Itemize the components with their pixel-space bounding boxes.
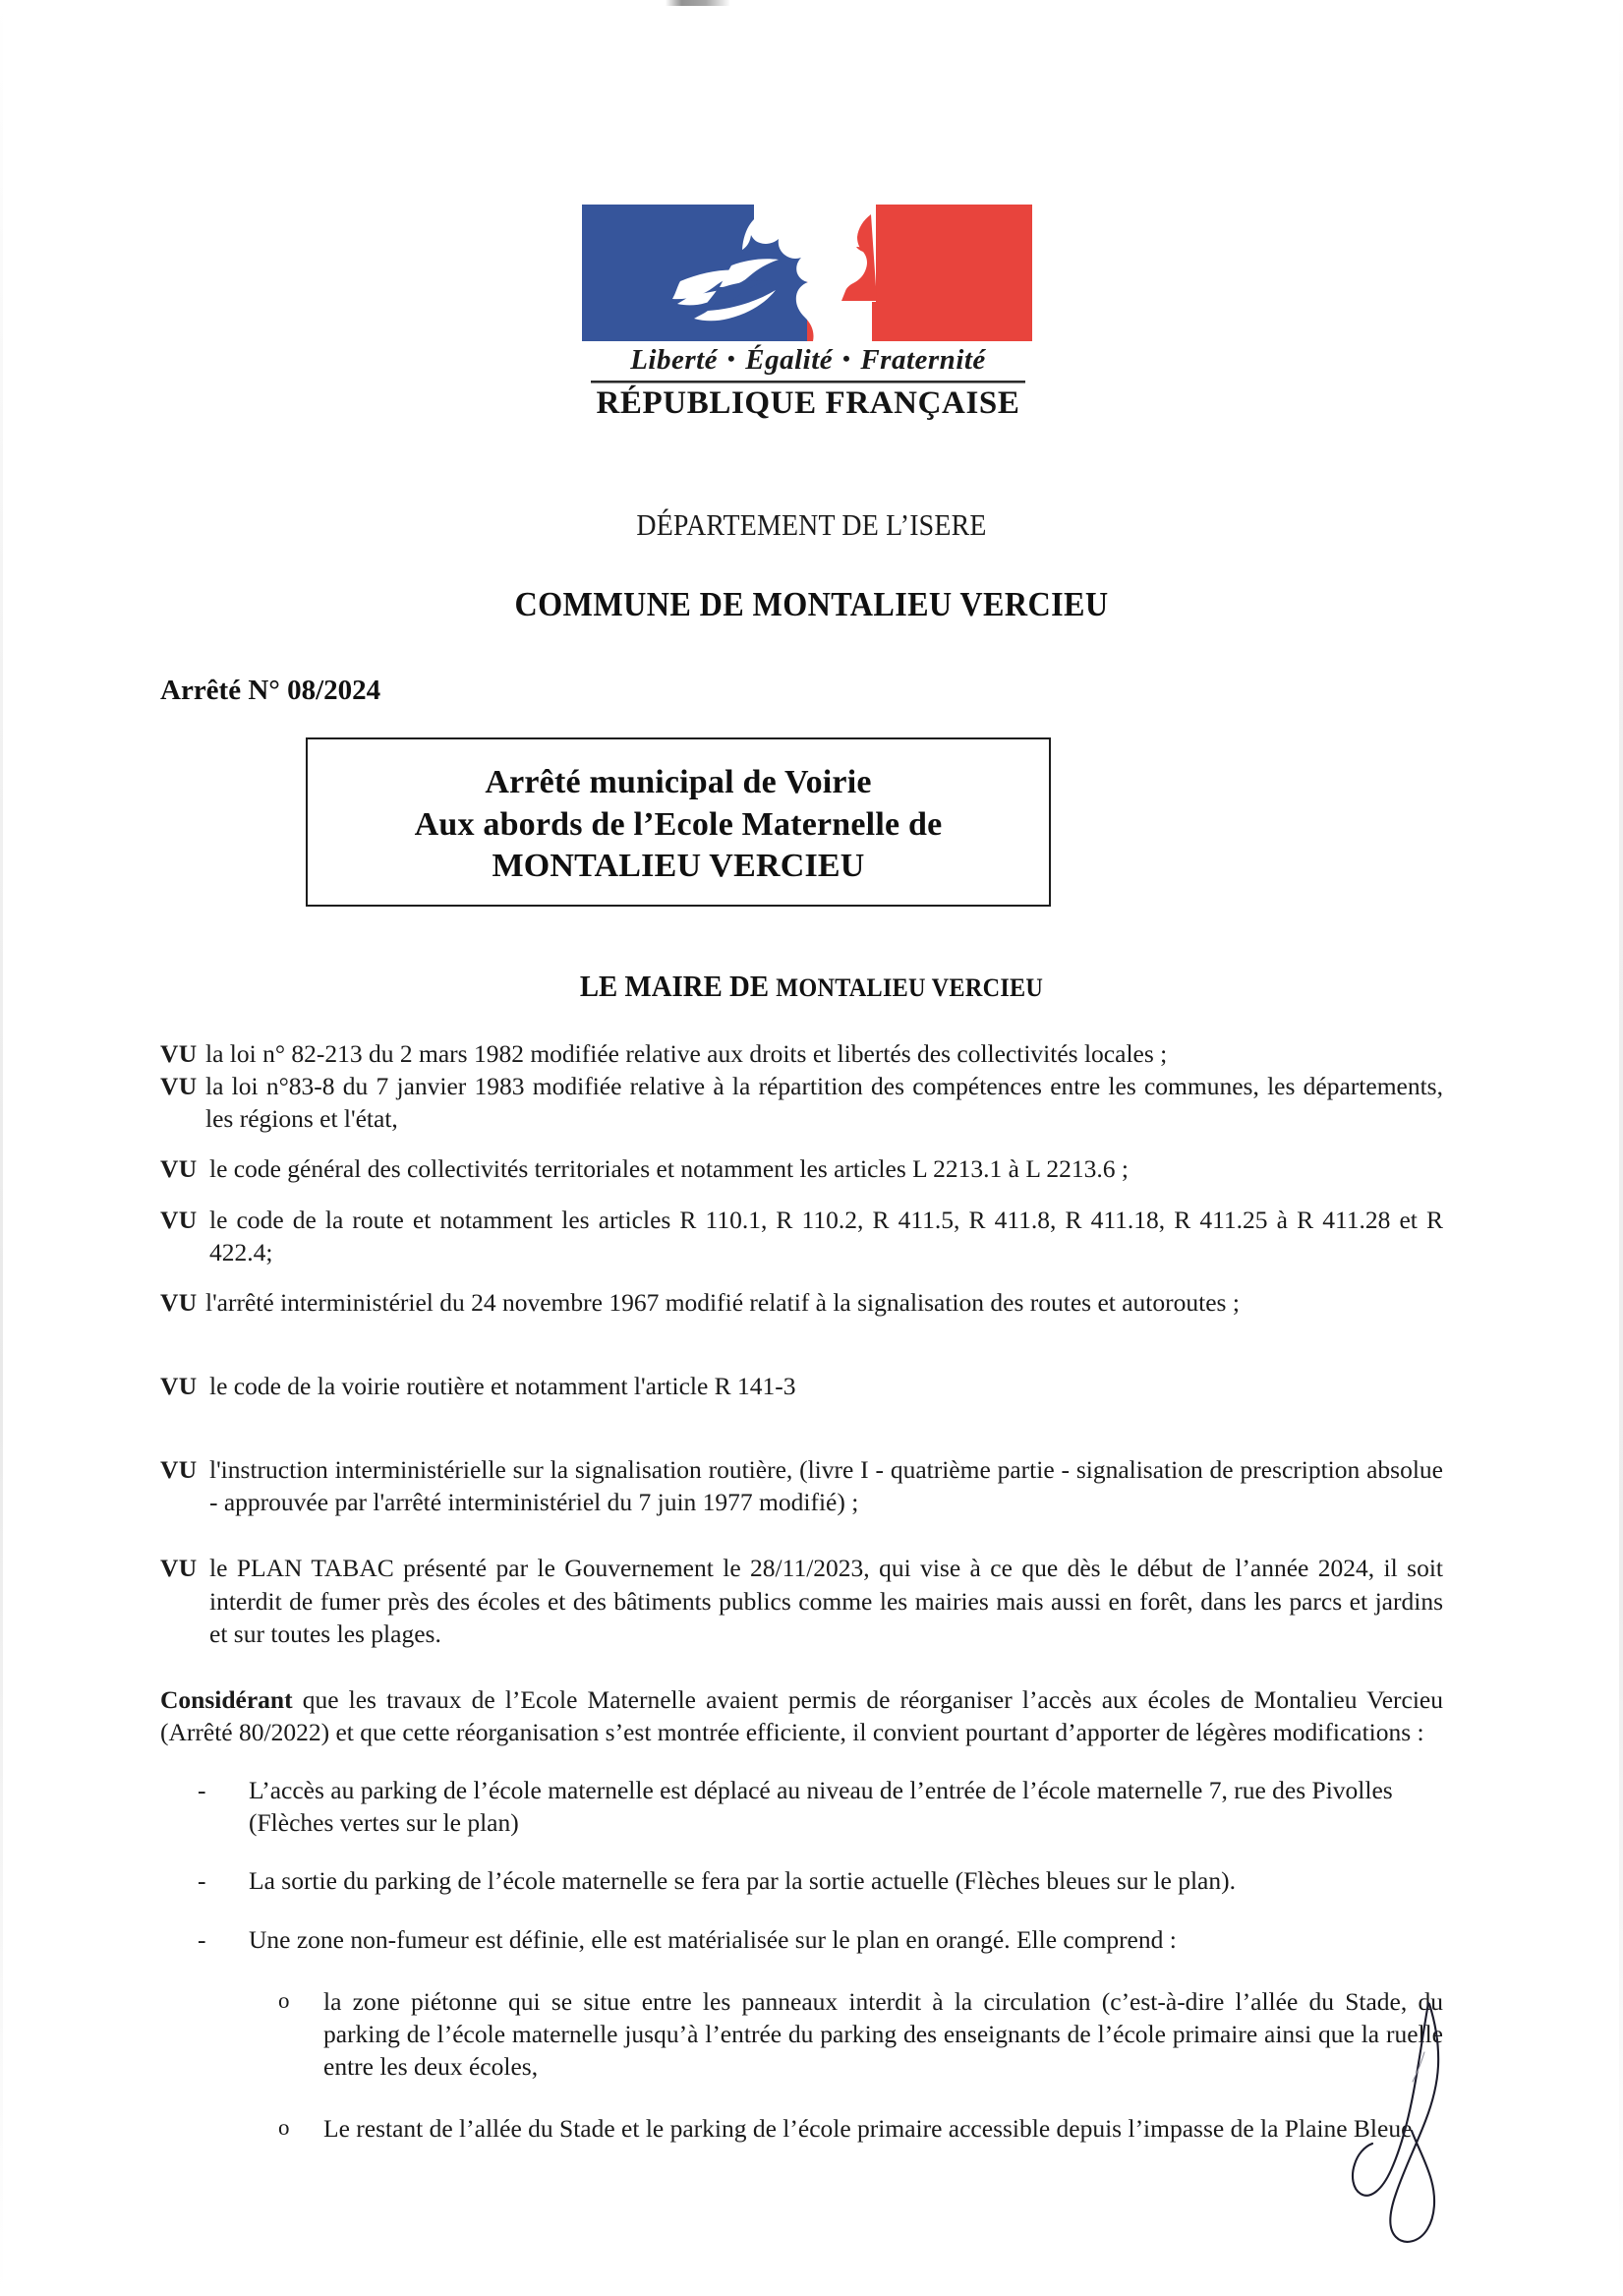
modification-item: [160, 1774, 1443, 1839]
vu-label: VU: [160, 1205, 198, 1234]
zone-item-text: Le restant de l’allée du Stade et le parking de l’école primaire accessible depuis l’impasse de la Plaine Bleue: [323, 2114, 1413, 2144]
mayor-heading-prefix: LE MAIRE DE: [579, 969, 777, 1003]
vu-clause-text: l'arrêté interministériel du 24 novembre 1967 modifié relatif à la signalisation des routes et autoroutes ;: [205, 1287, 1240, 1317]
clause-spacer: [160, 1186, 1443, 1204]
vu-clause-text: la loi n° 82-213 du 2 mars 1982 modifiée relative aux droits et libertés des collectivités locales ;: [205, 1039, 1168, 1068]
mayor-heading: [57, 969, 1566, 1004]
emblem-divider-rule: [591, 381, 1025, 383]
vu-clause-text: le PLAN TABAC présenté par le Gouvernement le 28/11/2023, qui vise à ce que dès le début de l’année 2024, il soit interdit de fumer près des écoles et des bâtiments publics comme les mairies mais aussi en forêt, dans les parcs et jardins et sur toutes les plages.: [209, 1554, 1443, 1648]
modification-item: [160, 1923, 1443, 1956]
vu-label: VU: [160, 1154, 198, 1184]
commune-heading: COMMUNE DE MONTALIEU VERCIEU: [514, 585, 1109, 623]
dash-bullet-icon: -: [198, 1866, 206, 1896]
vu-label: VU: [160, 1371, 198, 1400]
zone-item: [160, 1985, 1443, 2083]
modification-item: [160, 1864, 1443, 1897]
motto-separator-dot-1: •: [727, 346, 736, 371]
vu-clause: [160, 1204, 1443, 1268]
considerant-paragraph: [160, 1683, 1443, 1748]
vu-clause-text: l'instruction interministérielle sur la signalisation routière, (livre I - quatrième partie - signalisation de prescription absolue - approuvée par l'arrêté interministériel du 7 juin 1977 modifié) ;: [209, 1455, 1443, 1517]
vu-clause: [160, 1552, 1443, 1649]
zone-item-text: la zone piétonne qui se situe entre les panneaux interdit à la circulation (c’est-à-dire l’allée du Stade, du parking de l’école maternelle jusqu’à l’entrée du parking des enseignants de l’école primaire ainsi que la ruelle entre les deux écoles,: [323, 1986, 1443, 2081]
decree-body: [160, 1037, 1443, 2145]
motto-word-liberte: Liberté: [630, 344, 719, 376]
scan-edge-artifact-left: [0, 0, 3, 2296]
considerant-text: que les travaux de l’Ecole Maternelle avaient permis de réorganiser l’accès aux écoles de Montalieu Vercieu (Arrêté 80/2022) et que cette réorganisation s’est montrée efficiente, il convient pourtant d’apporter de légères modifications :: [160, 1684, 1443, 1746]
decree-number: Arrêté N° 08/2024: [160, 675, 381, 706]
scan-edge-artifact-top: [0, 0, 1623, 6]
motto-word-egalite: Égalité: [745, 344, 834, 376]
vu-clause: [160, 1370, 1443, 1402]
considerant-lead: Considérant: [160, 1684, 293, 1714]
republic-emblem: [582, 205, 1034, 422]
clause-spacer: [160, 1319, 1443, 1370]
considerant-spacer: [160, 1650, 1443, 1683]
vu-clause-text: le code de la voirie routière et notamment l'article R 141-3: [209, 1371, 796, 1400]
vu-label: VU: [160, 1455, 198, 1485]
decree-title-box: [306, 737, 1051, 907]
vu-clause-text: le code de la route et notamment les articles R 110.1, R 110.2, R 411.5, R 411.8, R 411.18, R 411.25 à R 411.28 et R 422.4;: [209, 1205, 1443, 1266]
clause-spacer: [160, 1268, 1443, 1286]
modification-text: L’accès au parking de l’école maternelle est déplacé au niveau de l’entrée de l’école maternelle 7, rue des Pivolles (Flèches vertes sur le plan): [249, 1776, 1393, 1838]
vu-label: VU: [160, 1554, 198, 1583]
zone-item: [160, 2112, 1443, 2145]
motto-word-fraternite: Fraternité: [860, 344, 986, 376]
dash-bullet-icon: -: [198, 1924, 206, 1954]
clause-spacer: [160, 1518, 1443, 1552]
vu-clause-text: la loi n°83-8 du 7 janvier 1983 modifiée relative à la répartition des compétences entre les communes, les départements, les régions et l'état,: [205, 1072, 1443, 1134]
republic-name: RÉPUBLIQUE FRANÇAISE: [596, 385, 1020, 421]
dash-bullet-icon: -: [198, 1776, 206, 1805]
department-heading: DÉPARTEMENT DE L’ISERE: [636, 507, 987, 542]
modification-text: Une zone non-fumeur est définie, elle est matérialisée sur le plan en orangé. Elle comprend :: [249, 1924, 1177, 1954]
vu-clause: [160, 1152, 1443, 1185]
mayor-heading-commune: MONTALIEU VERCIEU: [776, 973, 1044, 1002]
vu-clause: [160, 1070, 1443, 1135]
vu-clause-text: le code général des collectivités territoriales et notamment les articles L 2213.1 à L 2213.6 ;: [209, 1154, 1129, 1184]
circle-bullet-icon: o: [278, 2115, 290, 2141]
scan-edge-artifact-right: [1619, 0, 1623, 2296]
clause-spacer: [160, 1402, 1443, 1453]
decree-title-line-3: MONTALIEU VERCIEU: [492, 848, 865, 885]
motto-separator-dot-2: •: [842, 346, 851, 371]
clause-spacer: [160, 1135, 1443, 1152]
decree-title-line-1: Arrêté municipal de Voirie: [485, 763, 872, 800]
circle-bullet-icon: o: [278, 1987, 290, 2013]
decree-title-line-2: Aux abords de l’Ecole Maternelle de: [414, 805, 943, 843]
french-flag-marianne-icon: [582, 205, 1032, 341]
vu-label: VU: [160, 1039, 198, 1068]
vu-label: VU: [160, 1287, 198, 1317]
vu-clause: [160, 1453, 1443, 1518]
modification-text: La sortie du parking de l’école maternelle se fera par la sortie actuelle (Flèches bleues sur le plan).: [249, 1866, 1236, 1896]
vu-label: VU: [160, 1072, 198, 1101]
vu-clause: [160, 1286, 1443, 1319]
national-motto: [582, 344, 1034, 377]
vu-clause: [160, 1037, 1443, 1070]
